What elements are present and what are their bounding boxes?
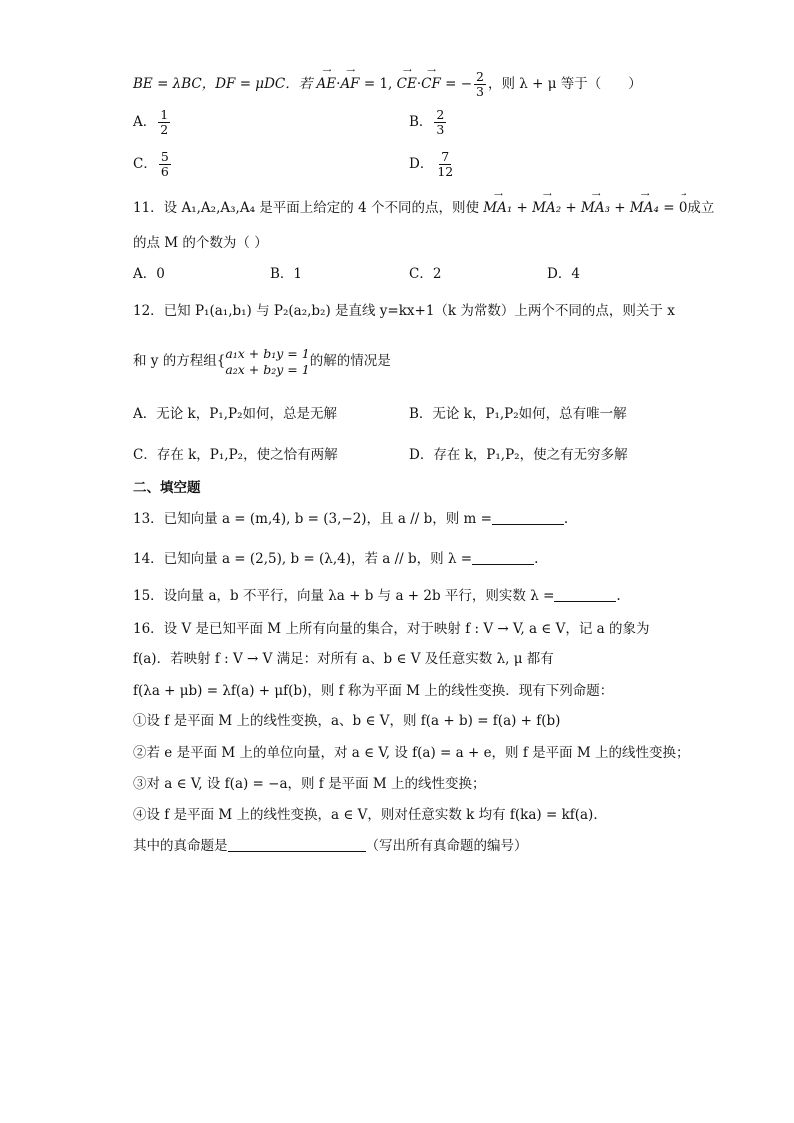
q14: 14．已知向量 a = (2,5), b = (λ,4)，若 a // b，则 λ = . [133,551,539,567]
q16-answer-line: 其中的真命题是 （写出所有真命题的编号） [133,838,528,854]
q10-option-d: D． $\frac{7}{12}$ [409,149,454,179]
q11-option-a: A．0 [133,266,165,282]
q10-option-c: C． $\frac{5}{6}$ [133,149,169,179]
q16-line-1: 16．设 V 是已知平面 M 上所有向量的集合，对于映射 f : V → V, a ∈ V，记 a 的象为 [133,621,650,637]
q12-line-1: 12．已知 P₁(a₁,b₁) 与 P₂(a₂,b₂) 是直线 y=kx+1（k 为常数）上两个不同的点，则关于 x [133,303,675,319]
answer-blank[interactable] [492,510,564,525]
q11-option-b: B．1 [270,266,303,282]
q13: 13．已知向量 a = (m,4), b = (3,−2)，且 a // b，则 m = . [133,511,569,527]
q11-line-1: 11．设 A₁,A₂,A₃,A₄ 是平面上给定的 4 个不同的点，则使 ⟶ MA₁ + ⟶ MA₂ + ⟶ MA₃ + ⟶ MA₄ = → 0成立 [133,191,715,216]
q16-proposition-4: ④设 f 是平面 M 上的线性变换，a ∈ V，则对任意实数 k 均有 f(ka) = kf(a)． [133,807,607,823]
q12-line-2: 和 y 的方程组{ a₁x + b₁y = 1 a₂x + b₂y = 1 的解的情况是 [133,345,391,377]
equation-system: a₁x + b₁y = 1 a₂x + b₂y = 1 [225,345,310,377]
q10-text-b: ，则 λ + μ 等于（ ） [488,76,642,92]
q10-option-a: A． $\frac{1}{2}$ [133,107,169,137]
q10-continuation: BE = λBC，DF = μDC．若 ⟶ AE· ⟶ AF = 1, ⟶ CE· ⟶ CF = − $\frac{2}{3}$ ，则 λ + μ 等于（ ） [133,67,642,99]
q16-line-3: f(λa + μb) = λf(a) + μf(b)，则 f 称为平面 M 上的线性变换．现有下列命题： [133,683,614,699]
vector-cf: ⟶ CF [421,67,441,92]
q12-option-d: D．存在 k，P₁,P₂，使之有无穷多解 [409,447,628,463]
q11-line-2: 的点 M 的个数为（ ） [133,235,268,251]
answer-blank[interactable] [228,837,366,852]
q16-proposition-2: ②若 e 是平面 M 上的单位向量，对 a ∈ V, 设 f(a) = a + e，则 f 是平面 M 上的线性变换； [133,745,690,761]
q11-option-d: D．4 [547,266,580,282]
q12-option-b: B．无论 k，P₁,P₂如何，总有唯一解 [409,406,627,422]
q16-line-2: f(a)．若映射 f : V → V 满足：对所有 a、b ∈ V 及任意实数 λ, μ 都有 [133,651,554,667]
q10-text-a: BE = λBC，DF = μDC．若 [133,76,317,92]
vector-ae: ⟶ AE [316,67,337,92]
q12-option-a: A．无论 k，P₁,P₂如何，总是无解 [133,406,338,422]
vector-ce: ⟶ CE [396,67,417,92]
answer-blank[interactable] [554,587,616,602]
fraction-two-thirds: $\frac{2}{3}$ [476,69,484,99]
vector-af: ⟶ AF [340,67,360,92]
section-title-fill-in: 二、填空题 [133,480,201,496]
q16-proposition-1: ①设 f 是平面 M 上的线性变换，a、b ∈ V，则 f(a + b) = f(a) + f(b) [133,713,561,729]
q16-proposition-3: ③对 a ∈ V, 设 f(a) = −a，则 f 是平面 M 上的线性变换； [133,776,486,792]
q11-option-c: C．2 [409,266,442,282]
answer-blank[interactable] [472,550,534,565]
q10-option-b: B． $\frac{2}{3}$ [409,107,445,137]
q12-option-c: C．存在 k，P₁,P₂，使之恰有两解 [133,447,338,463]
q15: 15．设向量 a，b 不平行，向量 λa + b 与 a + 2b 平行，则实数 λ = . [133,588,621,604]
